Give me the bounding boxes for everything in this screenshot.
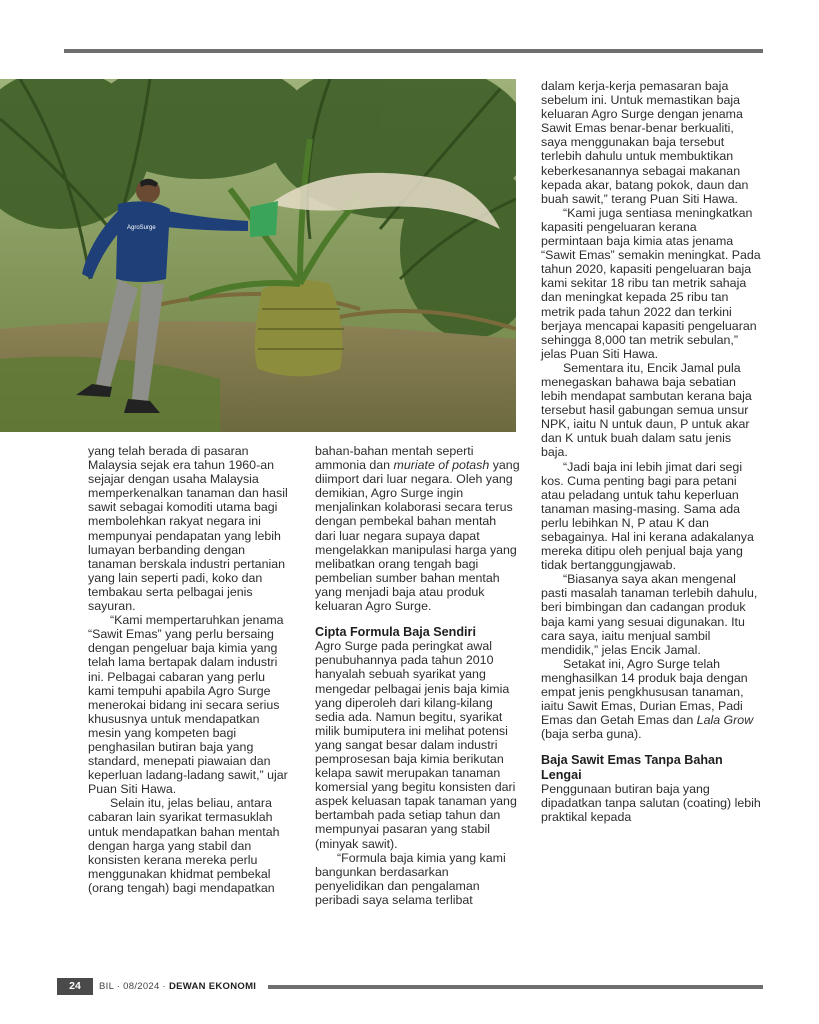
issue-label: BIL · 08/2024 · DEWAN EKONOMI (99, 981, 257, 992)
paragraph: yang telah berada di pasaran Malaysia sejak era tahun 1960-an sejajar dengan usaha Malaysia memperkenalkan tanaman dan hasil sawit sebagai komoditi utama bagi membolehkan rakyat negara ini mempunyai pendapatan yang lebih lumayan berbanding dengan tanaman berskala industri pertanian yang lain seperti padi, koko dan tembakau serta pelbagai jenis sayuran. (88, 444, 288, 614)
paragraph: Sementara itu, Encik Jamal pula menegaskan bahawa baja sebatian lebih mendapat sambutan kerana baja tersebut hasil gabungan semua unsur NPK, iaitu N untuk daun, P untuk akar dan K untuk buah dalam satu jenis baja. (541, 360, 752, 460)
top-rule (64, 49, 763, 53)
article-column-1 (88, 444, 293, 895)
paragraph: Setakat ini, Agro Surge telah menghasilkan 14 produk baja dengan empat jenis pengkhususan tanaman, iaitu Sawit Emas, Durian Emas, Padi Emas dan Getah Emas dan Lala Grow (baja serba guna). (541, 656, 754, 742)
paragraph: Selain itu, jelas beliau, antara cabaran lain syarikat termasuklah untuk mendapatkan bahan mentah dengan harga yang stabil dan konsisten kerana mereka perlu menggunakan khidmat pembekal (orang tengah) bagi mendapatkan (88, 796, 280, 895)
article-column-2 (315, 444, 520, 907)
paragraph: “Kami mempertaruhkan jenama “Sawit Emas” yang perlu bersaing dengan pengeluar baja kimia yang telah lama bertapak dalam industri ini. Pelbagai cabaran yang perlu kami tempuhi apabila Agro Surge menerokai bidang ini secara serius khususnya untuk mendapatkan mesin yang kompeten bagi penghasilan butiran baja yang standard, menepati piawaian dan keperluan ladang-ladang sawit,” ujar Puan Siti Hawa. (88, 613, 288, 797)
paragraph: dalam kerja-kerja pemasaran baja sebelum ini. Untuk memastikan baja keluaran Agro Surge dengan jenama Sawit Emas benar-benar berkualiti, saya menggunakan baja tersebut terlebih dahulu untuk membuktikan keberkesanannya sebagai makanan kepada akar, batang pokok, daun dan buah sawit,” terang Puan Siti Hawa. (541, 79, 749, 206)
section-heading: Cipta Formula Baja Sendiri (315, 625, 476, 640)
shirt-logo: AgroSurge (127, 225, 156, 231)
paragraph: “Formula baja kimia yang kami bangunkan berdasarkan penyelidikan dan pengalaman peribadi saya selama terlibat (315, 850, 506, 907)
page-footer (57, 978, 763, 996)
article-photo (0, 79, 516, 432)
photo-illustration (0, 79, 516, 432)
paragraph: bahan-bahan mentah seperti ammonia dan muriate of potash yang diimport dari luar negara. Oleh yang demikian, Agro Surge ingin menjalinkan kolaborasi secara terus dengan pembekal bahan mentah dari luar negara supaya dapat mengelakkan manipulasi harga yang melibatkan orang tengah bagi pembelian sumber bahan mentah yang menjadi baja atau produk keluaran Agro Surge. (315, 444, 520, 614)
paragraph: Agro Surge pada peringkat awal penubuhannya pada tahun 2010 hanyalah sebuah syarikat yang mengedar pelbagai jenis baja kimia yang diperoleh dari kilang-kilang sedia ada. Namun begitu, syarikat milik bumiputera ini melihat potensi yang sangat besar dalam industri pemprosesan baja kimia berikutan kelapa sawit merupakan tanaman komersial yang begitu konsisten dari aspek keluasan tapak tanaman yang bertambah pada setiap tahun dan mempunyai pasaran yang stabil (minyak sawit). (315, 639, 517, 851)
footer-rule (268, 985, 763, 989)
page-number: 24 (57, 978, 93, 995)
paragraph: “Jadi baja ini lebih jimat dari segi kos. Cuma penting bagi para petani atau peladang untuk tahu keperluan tanaman masing-masing. Sama ada perlu lebihkan N, P atau K dan sebagainya. Hal ini kerana adakalanya mereka ditipu oleh penjual baja yang tidak bertanggungjawab. (541, 459, 754, 573)
magazine-title: DEWAN EKONOMI (168, 981, 257, 992)
paragraph: “Kami juga sentiasa meningkatkan kapasiti pengeluaran kerana permintaan baja kimia atas jenama “Sawit Emas” semakin meningkat. Pada tahun 2020, kapasiti pengeluaran baja kami sekitar 18 ribu tan metrik sahaja dan meningkat kepada 25 ribu tan metrik pada tahun 2022 dan terkini berjaya mencapai kapasiti pengeluaran sehingga 8,000 tan metrik sebulan,” jelas Puan Siti Hawa. (541, 205, 761, 361)
paragraph: Penggunaan butiran baja yang dipadatkan tanpa salutan (coating) lebih praktikal kepada (541, 781, 761, 824)
article-column-3 (541, 79, 761, 824)
section-heading: Baja Sawit Emas Tanpa Bahan Lengai (541, 753, 723, 782)
paragraph: “Biasanya saya akan mengenal pasti masalah tanaman terlebih dahulu, beri bimbingan dan cadangan produk baja kami yang sesuai digunakan. Itu cara saya, iaitu menjual sambil mendidik,” jelas Encik Jamal. (541, 572, 758, 657)
